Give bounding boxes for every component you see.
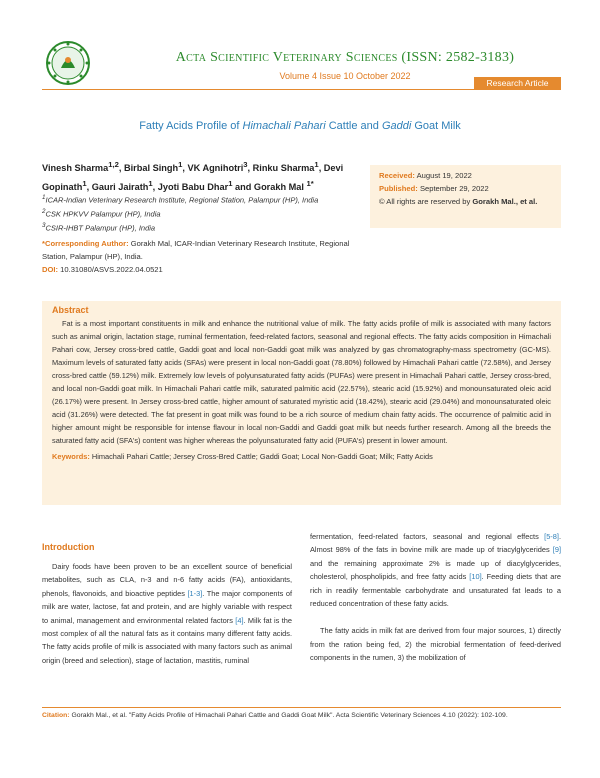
text-run: . The major components of milk are water, lactose, fat and protein, and are highly variable with respect to animal, management and environmental related factors (42, 588, 292, 625)
affiliation-sup: 3 (42, 222, 46, 229)
text-run: . Almost 98% of the fats in bovine milk are made up of triacylglycerides (310, 532, 561, 555)
title-part: Himachali Pahari (242, 120, 326, 132)
volume-info: Volume 4 Issue 10 October 2022 (279, 71, 411, 81)
reference-link[interactable]: [4] (235, 615, 244, 625)
text-run: fermentation, feed-related factors, seasonal and regional effects (310, 532, 545, 541)
reference-link[interactable]: [5-8] (544, 532, 559, 541)
author-sup: 1,2 (108, 160, 119, 169)
text-run: . Feeding diets that are rich in readily fermentable carbohydrate and unsaturated fat leads to a reduced concentration of these fatty acids. (310, 572, 561, 609)
title-part: Gaddi (381, 120, 412, 132)
reference-link[interactable]: [9] (552, 545, 561, 555)
citation (42, 712, 561, 719)
author: , VK Agnihotri (182, 163, 244, 174)
corresponding-text: Gorakh Mal, ICAR-Indian Veterinary Research Institute, Regional Station, Palampur (HP), India. (42, 239, 350, 261)
left-column (42, 560, 292, 667)
text-run: . Milk fat is the most complex of all the natural fats as it contains many different fatty acids. The fatty acids profile of milk is associated with many factors such as animal origin (breed and selection), stage of lactation, mastitis, ruminal (42, 615, 293, 665)
published-label: Published: (379, 184, 418, 193)
article-title (0, 120, 600, 132)
intro-paragraph: The fatty acids in milk fat are derived from four major sources, 1) directly from the ration being fed, 2) the microbial fermentation of feed-derived components in the rumen, 3) the mobilization of (310, 626, 561, 663)
corresponding-label: *Corresponding Author: (42, 239, 129, 248)
author: , Birbal Singh (118, 163, 179, 174)
author-sup: 1* (306, 179, 314, 189)
affiliation-sup: 2 (42, 208, 46, 215)
received-date: August 19, 2022 (414, 171, 472, 180)
author-list (42, 157, 352, 195)
author: , Rinku Sharma (247, 163, 315, 174)
title-part: Fatty Acids Profile of (139, 120, 243, 132)
reference-link[interactable]: [1-3] (187, 588, 203, 598)
author: Vinesh Sharma (42, 163, 109, 174)
affiliation-text: CSIR-IHBT Palampur (HP), India (45, 223, 156, 233)
corresponding-author (42, 237, 362, 263)
keywords (52, 452, 551, 461)
intro-paragraph (42, 560, 292, 667)
article-type-badge: Research Article (474, 77, 561, 90)
affiliation-text: ICAR-Indian Veterinary Research Institute, Regional Station, Palampur (HP), India (45, 195, 319, 205)
abstract-box (42, 301, 561, 505)
affiliation-sup: 1 (42, 194, 46, 201)
published-date: September 29, 2022 (417, 184, 489, 193)
keywords-label: Keywords: (52, 452, 90, 461)
affiliation-text: CSK HPKVV Palampur (HP), India (45, 209, 161, 219)
abstract-text: Fat is a most important constituents in milk and enhance the nutritional value of milk. The fatty acids profile of milk is associated with many factors such as animal origin, lactation stage, ruminal fermentation, feed-related factors, seasonal and regional effects. The fatty acids composition in Himachali Pahari cow, Jersey cross-bred cattle, Gaddi goat and local non-Gaddi goat milk was analyzed by gas chromatography-mass spectrometry (GC-MS). Maximum levels of saturated fatty acids (SFAs) were present in local non-Gaddi goat (78.80%) followed by Himachali Pahari cattle (72.58%), and Jersey cross-bred cattle (59.12%) milk. Extremely low levels of polyunsaturated fatty acids (PUFAs) were present in Himachali Pahari cattle, Jersey cross-bred, and local non-Gaddi goat milk. In Himachali Pahari cattle milk, saturated palmitic acid (22.57%), stearic acid (15.92%) and monounsaturated oleic acid (26.17%) were present. In Jersey cross-bred cattle, higher amount of saturated myristic acid (18.42%), stearic acid (29.04%) and monounsaturated oleic acid (31.26%) were detected. The fat present in goat milk was found to be a rich source of medium chain fatty acids. The occurrence of palmitic acid in higher amount might be responsible for intense flavour in local non-Gaddi and Gaddi goat milk but needs further research. Among all the breeds the saturated fatty acid (SFA's) content was higher whereas the polyunsaturated fatty acid (PUFA's) present in lower amount. (52, 319, 551, 445)
text-run: Dairy foods have been proven to be an excellent source of beneficial metabolites, such as CLA, n-3 and n-6 fatty acids (FA), antioxidants, phenols, flavonoids, and bioactive peptides (42, 562, 292, 598)
keywords-text: Himachali Pahari Cattle; Jersey Cross-Bred Cattle; Gaddi Goat; Local Non-Gaddi Goat; Milk; Fatty Acids (89, 452, 433, 461)
reference-link[interactable]: [10] (469, 572, 482, 582)
author-sup: 1 (228, 179, 233, 189)
affiliation (42, 222, 155, 233)
title-part: Cattle and (325, 120, 382, 132)
rights-holder: Gorakh Mal., et al. (472, 197, 538, 206)
dates-box (370, 165, 561, 228)
author: and Gorakh Mal (232, 182, 307, 193)
doi-value[interactable]: 10.31080/ASVS.2022.04.0521 (58, 265, 163, 274)
author: , Gauri Jairath (86, 182, 149, 193)
author: , Devi Gopinath (42, 163, 344, 193)
affiliation (42, 194, 318, 205)
right-column (310, 530, 561, 665)
introduction-heading: Introduction (42, 542, 95, 552)
journal-name: Acta Scientific Veterinary Sciences (ISSN: 2582-3183) (175, 50, 515, 65)
author-sup: 1 (148, 179, 153, 189)
author: , Jyoti Babu Dhar (152, 182, 229, 193)
rights-text: © All rights are reserved by (379, 197, 473, 206)
text-run: and the remaining approximate 2% is made up of diacylglycerides, cholesterol, phospholipids, and free fatty acids (310, 558, 561, 582)
footer-divider (42, 707, 561, 708)
received-label: Received: (379, 171, 415, 180)
author-sup: 1 (178, 160, 183, 169)
affiliation (42, 208, 161, 219)
citation-label: Citation: (42, 712, 70, 719)
author-sup: 3 (243, 160, 248, 169)
citation-text: Gorakh Mal., et al. "Fatty Acids Profile of Himachali Pahari Cattle and Gaddi Goat Milk". Acta Scientific Veterinary Sciences 4.10 (2022): 102-109. (69, 712, 508, 719)
title-part: Goat Milk (411, 120, 461, 132)
abstract-heading: Abstract (52, 305, 89, 315)
author-sup: 1 (314, 160, 319, 169)
author-sup: 1 (82, 179, 87, 189)
intro-paragraph (310, 530, 561, 610)
doi[interactable] (42, 265, 163, 274)
doi-label: DOI: (42, 265, 59, 274)
